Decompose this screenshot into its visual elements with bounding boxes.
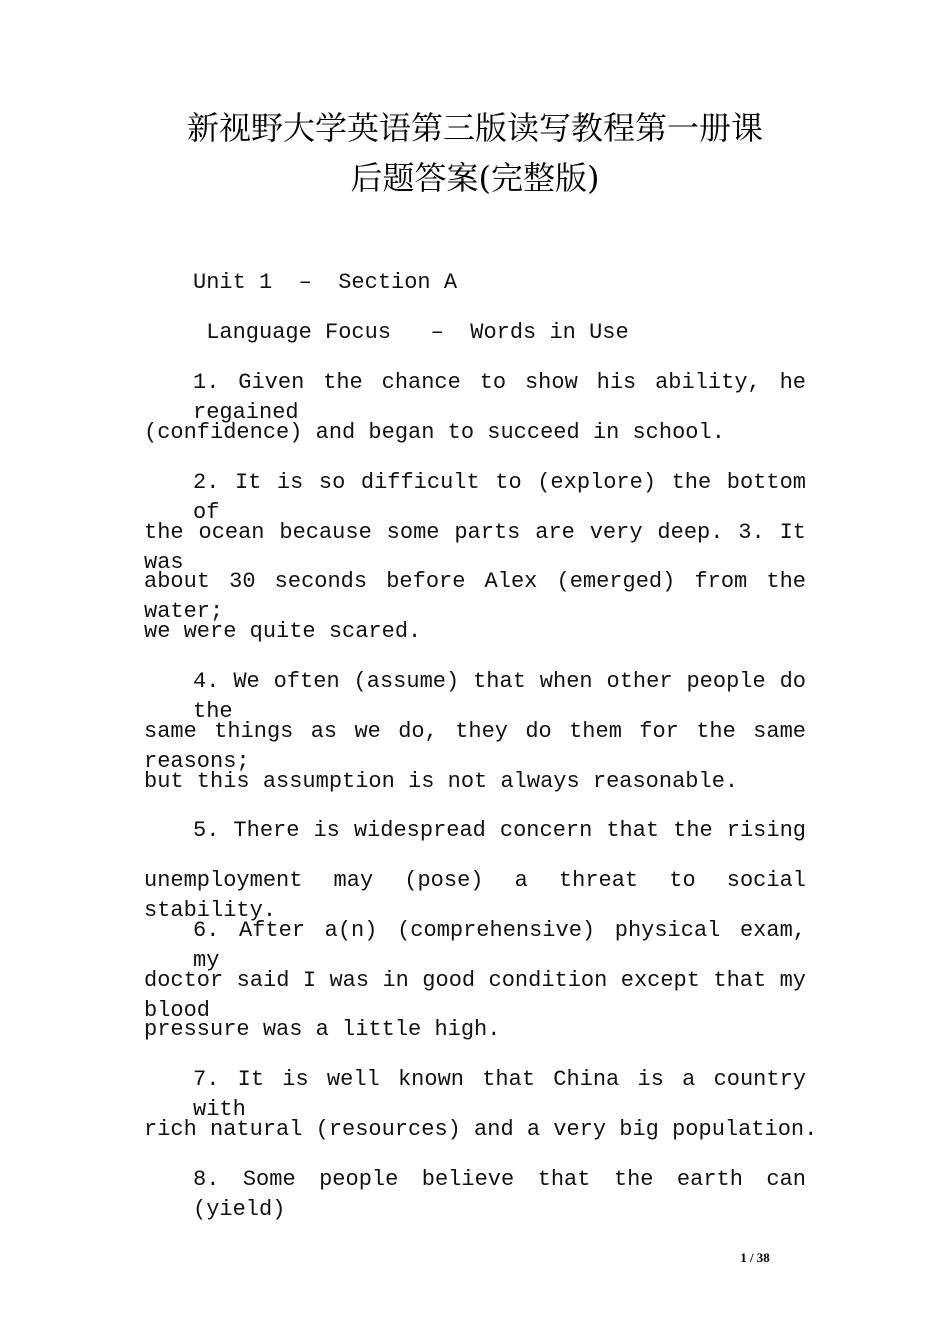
document-title-line-1: 新视野大学英语第三版读写教程第一册课 [186,109,763,147]
body-line: we were quite scared. [144,619,422,644]
body-line: unemployment may (pose) a threat to social stability. [144,868,806,923]
body-line: (confidence) and began to succeed in school. [144,420,725,445]
page-number: 1 / 38 [740,1250,770,1265]
body-line: Unit 1 – Section A [193,270,458,295]
body-line: Language Focus – Words in Use [193,320,629,345]
body-line: rich natural (resources) and a very big population. [144,1117,818,1142]
body-line: but this assumption is not always reasonable. [144,769,739,794]
body-line: doctor said I was in good condition except that my blood [144,968,806,1023]
body-line: 8. Some people believe that the earth can (yield) [193,1167,806,1222]
body-line: 6. After a(n) (comprehensive) physical exam, my [193,918,806,973]
body-line: 4. We often (assume) that when other people do the [193,669,806,724]
body-line: pressure was a little high. [144,1017,501,1042]
body-line: 1. Given the chance to show his ability, he regained [193,370,806,425]
body-line: same things as we do, they do them for the same reasons; [144,719,806,774]
body-line: about 30 seconds before Alex (emerged) from the water; [144,569,806,624]
body-line: 7. It is well known that China is a country with [193,1067,806,1122]
body-line: 5. There is widespread concern that the rising [193,818,806,843]
body-line: the ocean because some parts are very deep. 3. It was [144,520,806,575]
document-title-line-2: 后题答案(完整版) [350,159,600,197]
body-line: 2. It is so difficult to (explore) the bottom of [193,470,806,525]
